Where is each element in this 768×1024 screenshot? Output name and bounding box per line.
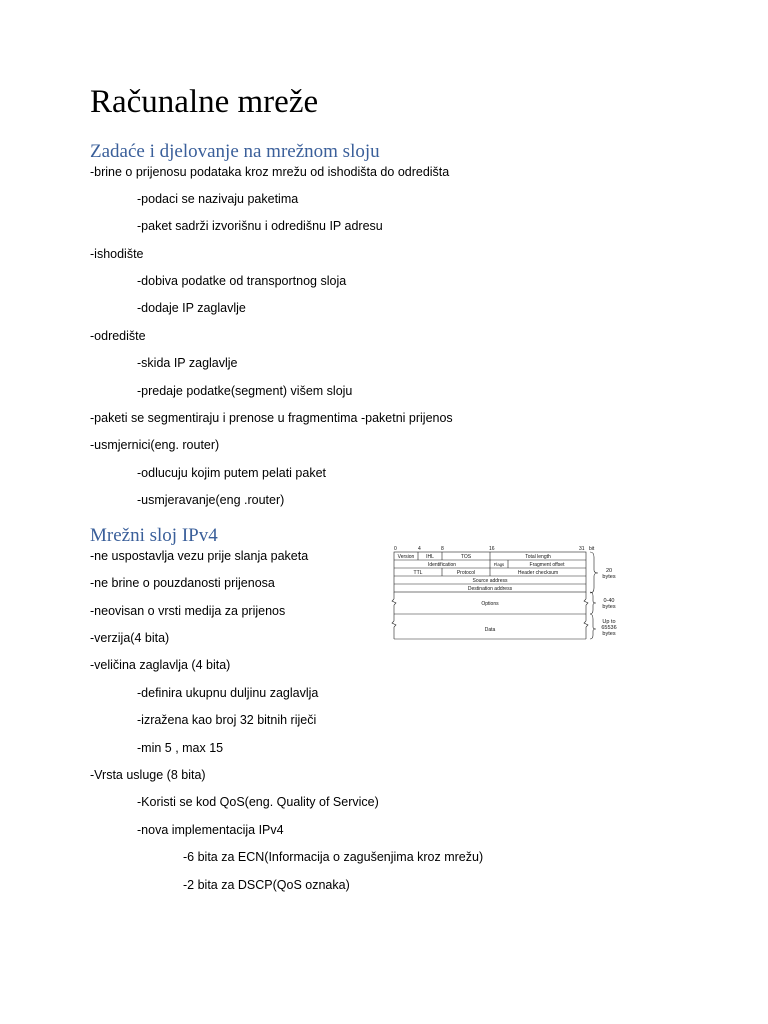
bit-tick: 8 (441, 546, 444, 552)
bit-tick: 0 (394, 546, 397, 552)
ipv4-header-diagram (390, 543, 630, 655)
text-line: -odlucuju kojim putem pelati paket (137, 466, 326, 480)
text-line: -odredište (90, 329, 146, 343)
size-header-unit: bytes (602, 574, 616, 580)
text-line: -neovisan o vrsti medija za prijenos (90, 604, 286, 618)
text-line: -paket sadrži izvorišnu i odredišnu IP adresu (137, 219, 383, 233)
field-total-length: Total length (525, 554, 551, 560)
field-header-checksum: Header checksum (517, 570, 559, 576)
text-line: -ne uspostavlja vezu prije slanja paketa (90, 549, 309, 563)
bit-tick: 4 (418, 546, 421, 552)
ipv4-header-svg (390, 543, 630, 655)
text-line: -nova implementacija IPv4 (137, 823, 284, 837)
brace-options (590, 592, 596, 614)
bit-tick: 31 (579, 546, 585, 552)
field-tos: TOS (460, 554, 472, 560)
text-line: -Koristi se kod QoS(eng. Quality of Service) (137, 795, 379, 809)
document-title: Računalne mreže (90, 84, 319, 120)
text-line: -2 bita za DSCP(QoS oznaka) (183, 878, 350, 892)
section-heading-ipv4: Mrežni sloj IPv4 (90, 525, 218, 546)
text-line: -izražena kao broj 32 bitnih riječi (137, 713, 317, 727)
text-line: -min 5 , max 15 (137, 741, 224, 755)
field-flags: Flags (493, 562, 505, 567)
section-heading-network-layer-tasks: Zadaće i djelovanje na mrežnom sloju (90, 141, 380, 162)
bit-unit-label: bit (589, 546, 595, 552)
text-line: -ne brine o pouzdanosti prijenosa (90, 576, 275, 590)
text-line: -dodaje IP zaglavlje (137, 301, 246, 315)
brace-header (590, 552, 598, 593)
size-header-value: 20 (605, 568, 613, 574)
text-line: -predaje podatke(segment) višem sloju (137, 384, 353, 398)
field-identification: Identification (427, 562, 457, 568)
text-line: -definira ukupnu duljinu zaglavlja (137, 686, 319, 700)
field-source-address: Source address (472, 578, 508, 584)
text-line: -6 bita za ECN(Informacija o zagušenjima kroz mrežu) (183, 850, 484, 864)
text-line: -brine o prijenosu podataka kroz mrežu od ishodišta do odredišta (90, 165, 450, 179)
field-protocol: Protocol (456, 570, 476, 576)
size-data-value: 65536 (601, 625, 617, 631)
size-data-prefix: Up to (602, 619, 616, 625)
text-line: -Vrsta usluge (8 bita) (90, 768, 206, 782)
text-line: -ishodište (90, 247, 144, 261)
field-ihl: IHL (426, 554, 434, 560)
field-fragment-offset: Fragment offset (529, 562, 565, 568)
field-version: Version (397, 554, 415, 560)
field-destination-address: Destination address (467, 586, 513, 592)
size-options-unit: bytes (602, 604, 616, 610)
text-line: -veličina zaglavlja (4 bita) (90, 658, 231, 672)
field-options: Options (481, 601, 499, 607)
bit-tick: 16 (489, 546, 495, 552)
text-line: -usmjernici(eng. router) (90, 438, 220, 452)
brace-data (590, 614, 596, 639)
text-line: -podaci se nazivaju paketima (137, 192, 299, 206)
text-line: -verzija(4 bita) (90, 631, 170, 645)
field-data: Data (484, 627, 496, 633)
size-data-unit: bytes (602, 631, 616, 637)
size-options-value: 0-40 (603, 598, 615, 604)
text-line: -usmjeravanje(eng .router) (137, 493, 285, 507)
field-ttl: TTL (413, 570, 423, 576)
text-line: -dobiva podatke od transportnog sloja (137, 274, 347, 288)
text-line: -skida IP zaglavlje (137, 356, 238, 370)
text-line: -paketi se segmentiraju i prenose u fragmentima -paketni prijenos (90, 411, 453, 425)
